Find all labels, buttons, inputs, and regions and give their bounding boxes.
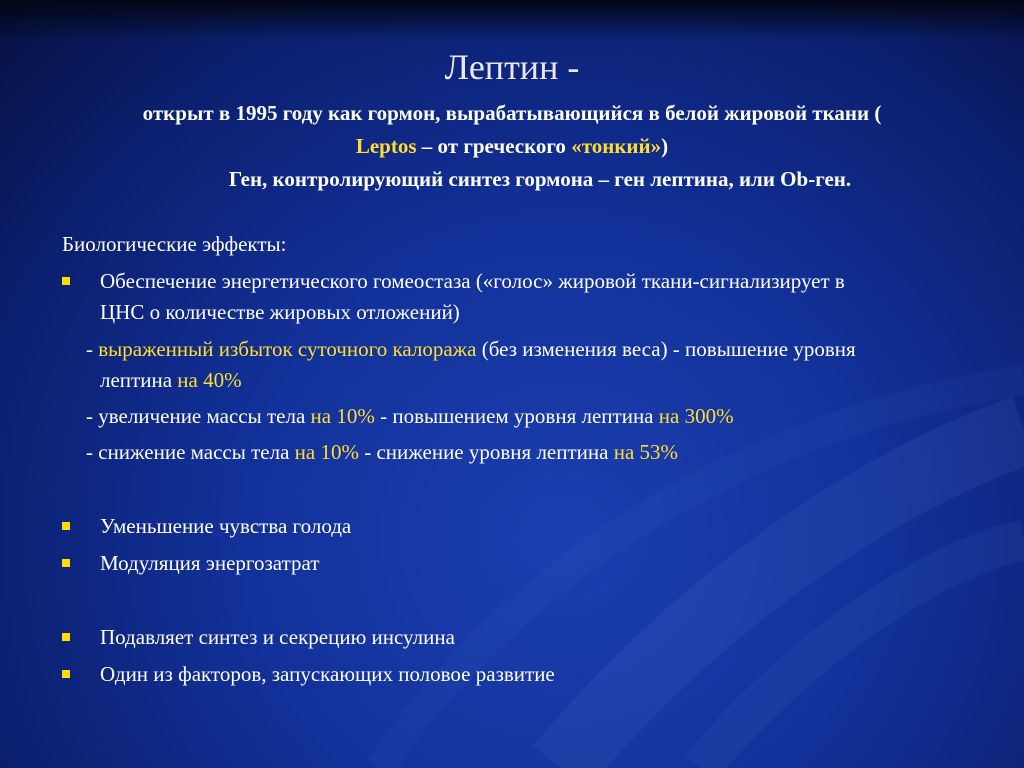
- intro-line-2-end: ): [661, 134, 669, 158]
- sub3-text2: - снижение уровня лептина: [358, 440, 614, 464]
- sub3-text1: - снижение массы тела: [86, 440, 295, 464]
- thin-quote: «тонкий»: [571, 134, 662, 158]
- bullet-line-1: Обеспечение энергетического гомеостаза («голос» жировой ткани-сигнализирует в: [100, 269, 845, 293]
- value-40: на 40%: [177, 368, 242, 392]
- bullet-text: [100, 266, 1002, 328]
- bullet-square-icon: [62, 277, 70, 285]
- sub-item-calorie-excess: [86, 334, 1006, 396]
- sub2-text1: - увеличение массы тела: [86, 404, 311, 428]
- calorie-highlight: выраженный избыток суточного калоража: [98, 337, 477, 361]
- bullet-square-icon: [62, 559, 70, 567]
- sub-line-2: [86, 365, 1006, 396]
- bullet-text: Один из факторов, запускающих половое развитие: [100, 662, 555, 686]
- bio-effects-heading: Биологические эффекты:: [62, 232, 287, 256]
- value-300: на 300%: [658, 404, 734, 428]
- slide-title: Лептин -: [444, 47, 580, 87]
- intro-line-1: открыт в 1995 году как гормон, вырабатывающийся в белой жировой ткани (: [142, 101, 882, 125]
- sub-item-weight-increase: [86, 401, 1006, 432]
- bullet-square-icon: [62, 633, 70, 641]
- bullet-text: Уменьшение чувства голода: [100, 514, 352, 538]
- intro-line-2-mid: – от греческого: [416, 134, 572, 158]
- bullet-line-2: ЦНС о количестве жировых отложений): [100, 300, 460, 324]
- intro-line-3: Ген, контролирующий синтез гормона – ген лептина, или Ob-ген.: [228, 167, 852, 191]
- leptin-word: лептина: [100, 368, 178, 392]
- bullet-text: Модуляция энергозатрат: [100, 551, 320, 575]
- value-10-decrease: на 10%: [294, 440, 359, 464]
- sub-line-1: [86, 334, 1006, 365]
- top-dark-band: [0, 0, 1024, 40]
- bullet-text: Подавляет синтез и секрецию инсулина: [100, 625, 455, 649]
- intro-line-2: [0, 134, 1024, 159]
- leptos-word: Leptos: [355, 134, 417, 158]
- bullet-square-icon: [62, 522, 70, 530]
- bullet-square-icon: [62, 670, 70, 678]
- sub2-text2: - повышением уровня лептина: [374, 404, 659, 428]
- sub-item-weight-decrease: [86, 437, 1006, 468]
- sub-rest: (без изменения веса) - повышение уровня: [476, 337, 856, 361]
- value-53: на 53%: [613, 440, 679, 464]
- dash: -: [86, 337, 99, 361]
- value-10-increase: на 10%: [310, 404, 375, 428]
